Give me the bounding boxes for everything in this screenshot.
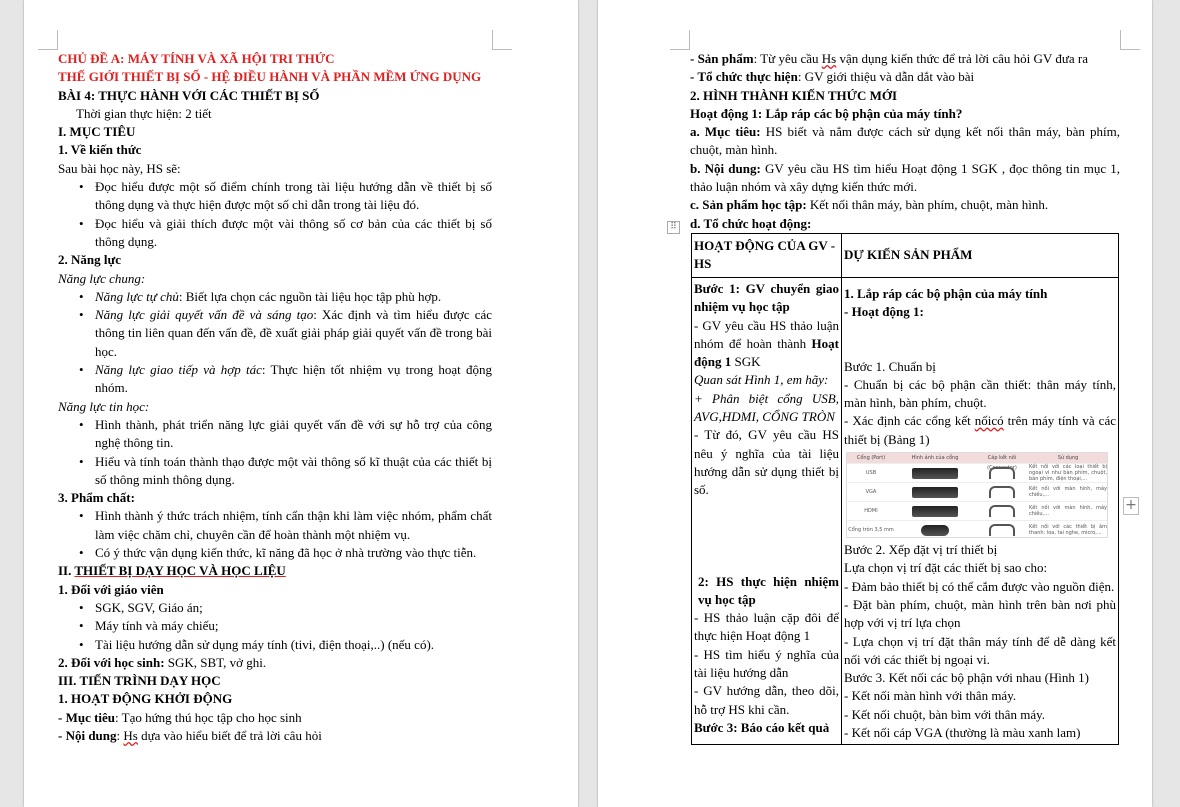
add-column-plus-icon[interactable]: + (1123, 497, 1139, 515)
item-text: : Xác định và tìm hiểu được các thông tin liên quan đến vấn đề, đề xuất giải pháp giải quyết vấn đề trong bài học. (95, 307, 493, 359)
observe-text: Quan sát Hình 1, em hãy: (694, 372, 829, 388)
list-item (95, 288, 492, 306)
list-item: • Đọc hiểu và giải thích được một vài thông số cơ bản của các thiết bị số thông dụng. (95, 215, 492, 252)
student-text: SGK, SBT, vở ghi. (164, 654, 267, 670)
connect-step: Bước 3. Kết nối các bộ phận với nhau (Hình 1) (844, 670, 1089, 686)
product-text: : Từ yêu cầu (753, 51, 822, 66)
activity-1-label: - Hoạt động 1: (844, 304, 924, 320)
activity-content (690, 160, 1120, 197)
port-image (895, 506, 975, 517)
port-name: VGA (865, 489, 877, 496)
heading-activity-1: Hoạt động 1: Lắp ráp các bộ phận của máy tính? (690, 105, 963, 121)
product-line (690, 50, 1120, 68)
step-2-item: - HS thảo luận cặp đôi để thực hiện Hoạt động 1 (694, 610, 839, 644)
organize-line (690, 68, 1120, 86)
lesson-duration: Thời gian thực hiện: 2 tiết (76, 105, 212, 121)
left-page-content[interactable] (58, 50, 492, 745)
content-label: - Nội dung (58, 727, 117, 743)
heading-knowledge: 1. Về kiến thức (58, 142, 142, 158)
ports-header-connector: Cáp kết nối (Connector) (987, 455, 1017, 472)
connector-image (975, 486, 1029, 498)
hdmi-cable-icon (989, 505, 1015, 517)
task-end: SGK (731, 354, 761, 370)
assembly-title: 1. Lắp ráp các bộ phận của máy tính (844, 285, 1048, 301)
goal-label: - Mục tiêu (58, 709, 116, 725)
connect-item: - Kết nối cáp VGA (thường là màu xanh lam) (844, 725, 1081, 741)
student-label: 2. Đối với học sinh: (58, 654, 165, 670)
item-text: : Biết lựa chọn các nguồn tài liệu học tập phù hợp. (178, 288, 442, 304)
ports-row (847, 482, 1107, 501)
audio-cable-icon (989, 524, 1015, 536)
heading-objectives: I. MỤC TIÊU (58, 124, 136, 140)
ports-header (847, 453, 1107, 472)
qualities-list (58, 507, 492, 562)
general-competence-list (58, 288, 492, 398)
goal-text: HS biết và nắm được cách sử dụng kết nối thân máy, bàn phím, chuột, màn hình. (690, 124, 1120, 158)
step-2-item: - HS tìm hiểu ý nghĩa của tài liệu hướng dẫn (694, 646, 839, 681)
organize-label: - Tổ chức thực hiện (690, 69, 798, 85)
connector-image (975, 524, 1029, 536)
step-1-task (694, 317, 839, 372)
list-item (95, 306, 492, 361)
content-text: GV yêu cầu HS tìm hiểu Hoạt động 1 SGK , đọc thông tin mục 1, thảo luận nhóm và xây dựng kiến thức mới. (690, 160, 1121, 195)
organize-text: : GV giới thiệu và dẫn dắt vào bài (797, 69, 975, 85)
step-3-title: Bước 3: Báo cáo kết quả (694, 719, 830, 735)
warmup-goal (58, 709, 492, 727)
lesson-title: BÀI 4: THỰC HÀNH VỚI CÁC THIẾT BỊ SỐ (58, 87, 320, 103)
arrange-item: - Lựa chọn vị trí đặt thân máy tính để dễ dàng kết nối với các thiết bị ngoại vi. (844, 633, 1116, 667)
item-label: Năng lực giải quyết vấn đề và sáng tạo (95, 307, 314, 323)
connector-image (975, 505, 1029, 517)
product-label: - Sản phẩm (690, 51, 754, 66)
heading-equipment (58, 562, 492, 580)
spacer (694, 500, 839, 573)
it-competence-label: Năng lực tin học: (58, 398, 150, 414)
cell-expected-product[interactable] (842, 277, 1119, 744)
margin-mark-top-right (1120, 30, 1140, 50)
heading-warmup: 1. HOẠT ĐỘNG KHỞI ĐỘNG (58, 691, 233, 707)
content-text: dựa vào hiểu biết để trả lời câu hỏi (137, 727, 322, 743)
usb-port-icon (912, 468, 958, 479)
activity-goal (690, 123, 1120, 160)
heading-text: THIẾT BỊ DẠY HỌC VÀ HỌC LIỆU (74, 563, 286, 579)
ports-item (844, 412, 1116, 449)
header-cell-activity: HOẠT ĐỘNG CỦA GV - HS (692, 233, 842, 277)
item-label: Năng lực tự chủ (95, 288, 179, 304)
document-page-right (598, 0, 1152, 807)
product-text-end: vận dụng kiến thức để trả lời câu hỏi GV đưa ra (836, 51, 1088, 66)
arrange-intro: Lựa chọn vị trí đặt các thiết bị sao cho: (844, 560, 1048, 576)
list-item: • Có ý thức vận dụng kiến thức, kĩ năng đã học ở nhà trường vào thực tiễn. (95, 544, 492, 562)
meaning-text: - Từ đó, GV yêu cầu HS nêu ý nghĩa của tài liệu hướng dẫn sử dụng thiết bị số. (694, 427, 839, 498)
prepare-item: - Chuẩn bị các bộ phận cần thiết: thân máy tính, màn hình, bàn phím, chuột. (844, 376, 1116, 411)
goal-text: : Tạo hứng thú học tập cho học sinh (115, 709, 302, 725)
port-name: USB (865, 470, 877, 477)
table-row (692, 277, 1119, 744)
list-item: • Hình thành ý thức trách nhiệm, tính cẩn thận khi làm việc nhóm, phẩm chất làm việc chăm chỉ, chuyên cần để hoàn thành một nhiệm vụ. (95, 507, 492, 544)
student-line (58, 654, 492, 672)
cell-teacher-student[interactable] (692, 277, 842, 744)
it-competence-list (58, 416, 492, 489)
heading-competence: 2. Năng lực (58, 252, 122, 268)
item-label: Năng lực giao tiếp và hợp tác (95, 362, 262, 378)
content-label: b. Nội dung: (690, 160, 761, 176)
margin-mark-top-right (492, 30, 512, 50)
knowledge-list (58, 178, 492, 251)
list-item: • Máy tính và máy chiếu; (95, 617, 492, 635)
port-name: HDMI (864, 508, 878, 515)
step-1-title: Bước 1: GV chuyển giao nhiệm vụ học tập (694, 280, 839, 315)
audio-port-icon (921, 525, 949, 536)
port-use: Kết nối với các thiết bị âm thanh: loa, tai nghe, micro,... (1029, 524, 1107, 537)
table-move-handle-icon[interactable]: ⠿ (667, 221, 680, 234)
knowledge-intro: Sau bài học này, HS sẽ: (58, 160, 181, 176)
ports-header-image: Hình ảnh của cổng (911, 455, 959, 462)
vga-cable-icon (989, 486, 1015, 498)
table-header-row (692, 233, 1119, 277)
step-2-title: 2: HS thực hiện nhiệm vụ học tập (698, 573, 839, 607)
item-text: : Thực hiện tốt nhiệm vụ trong hoạt động nhóm. (95, 362, 492, 396)
goal-label: a. Mục tiêu: (690, 124, 761, 140)
port-use: Kết nối với màn hình, máy chiếu,... (1029, 505, 1107, 518)
vga-port-icon (912, 487, 958, 498)
heading-new-knowledge: 2. HÌNH THÀNH KIẾN THỨC MỚI (690, 87, 898, 103)
ports-text-end: trên máy tính và các thiết bị (Bảng 1) (844, 413, 1116, 447)
heading-process: III. TIẾN TRÌNH DẠY HỌC (58, 673, 221, 689)
right-page-content[interactable] (690, 50, 1120, 745)
heading-teacher: 1. Đối với giáo viên (58, 581, 164, 597)
hdmi-port-icon (912, 506, 958, 517)
topic-title: CHỦ ĐỀ A: MÁY TÍNH VÀ XÃ HỘI TRI THỨC (58, 51, 335, 66)
activity-product (690, 196, 1120, 214)
product-misspelled: Hs (821, 51, 837, 66)
arrange-item: - Đảm bảo thiết bị có thể cắm được vào nguồn điện. (844, 578, 1115, 594)
warmup-content (58, 727, 492, 745)
connect-item: - Kết nối màn hình với thân máy. (844, 688, 1017, 704)
ports-misspelled: nốicó (974, 413, 1004, 429)
teacher-list (58, 599, 492, 654)
activity-table[interactable] (691, 233, 1119, 745)
ports-text: - Xác định các cổng kết (844, 413, 975, 429)
arrange-step: Bước 2. Xếp đặt vị trí thiết bị (844, 542, 998, 558)
ports-table-image (846, 452, 1108, 538)
connect-item: - Kết nối chuột, bàn bìm với thân máy. (844, 706, 1045, 722)
distinguish-text: + Phân biệt cổng USB, AVG,HDMI, CỔNG TRÒN (694, 390, 839, 425)
port-image (895, 468, 975, 479)
port-name: Cổng tròn 3,5 mm (848, 527, 894, 534)
ports-row (847, 463, 1107, 482)
product-text: Kết nối thân máy, bàn phím, chuột, màn hình. (806, 197, 1049, 213)
arrange-item: - Đặt bàn phím, chuột, màn hình trên bàn nơi phù hợp với vị trí lựa chọn (844, 596, 1116, 631)
product-label: c. Sản phẩm học tập: (690, 197, 807, 213)
margin-mark-top-left (38, 30, 58, 50)
ports-header-port: Cổng (Port) (856, 455, 886, 462)
port-image (895, 525, 975, 536)
ports-header-use: Sử dụng (1057, 455, 1079, 462)
topic-subtitle: THẾ GIỚI THIẾT BỊ SỐ - HỆ ĐIỀU HÀNH VÀ PHẦN MỀM ỨNG DỤNG (58, 69, 482, 85)
heading-number: II. (58, 563, 72, 579)
header-cell-expected: DỰ KIẾN SẢN PHẨM (842, 233, 1119, 277)
list-item: • Hiểu và tính toán thành thạo được một vài thông số kĩ thuật của các thiết bị số thông minh thông dụng. (95, 453, 492, 490)
list-item: • Tài liệu hướng dẫn sử dụng máy tính (tivi, điện thoại,..) (nếu có). (95, 636, 492, 654)
task-text: - GV yêu cầu HS thảo luận nhóm để hoàn thành (694, 317, 839, 351)
step-2-item: - GV hướng dẫn, theo dõi, hỗ trợ HS khi cần. (694, 683, 839, 717)
spacer (844, 322, 1116, 358)
list-item: • Đọc hiểu được một số điểm chính trong tài liệu hướng dẫn về thiết bị số thông dụng và thực hiện được một số chỉ dẫn trong tài liệu đó. (95, 178, 492, 215)
list-item: • SGK, SGV, Giáo án; (95, 599, 492, 617)
list-item: • Hình thành, phát triển năng lực giải quyết vấn đề với sự hỗ trợ của công nghệ thông tin. (95, 416, 492, 453)
document-page-left (24, 0, 578, 807)
activity-organize: d. Tổ chức hoạt động: (690, 215, 812, 231)
task-bold: Hoạt động 1 (694, 335, 839, 370)
port-use: Kết nối với các loại thiết bị ngoại vi như bàn phím, chuột, bàn phím, điện thoại,... (1029, 464, 1107, 483)
port-image (895, 487, 975, 498)
prepare-step: Bước 1. Chuẩn bị (844, 358, 936, 374)
list-item (95, 361, 492, 398)
heading-qualities: 3. Phẩm chất: (58, 490, 135, 506)
margin-mark-top-left (670, 30, 690, 50)
port-use: Kết nối với màn hình, máy chiếu,... (1029, 486, 1107, 499)
content-sep: : (116, 727, 124, 743)
general-competence-label: Năng lực chung: (58, 270, 146, 286)
ports-row (847, 520, 1107, 539)
ports-row (847, 501, 1107, 520)
usb-cable-icon (989, 467, 1015, 479)
connector-image (975, 467, 1029, 479)
content-misspelled: Hs (123, 727, 138, 743)
